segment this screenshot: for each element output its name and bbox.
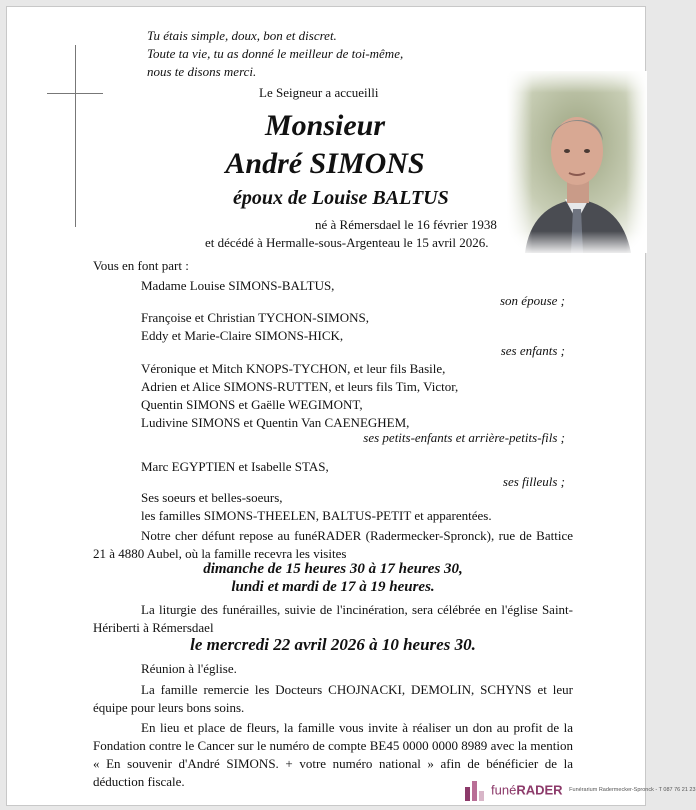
birth-line: né à Rémersdael le 16 février 1938 xyxy=(315,217,497,232)
spouse-line: époux de Louise BALTUS xyxy=(233,187,449,209)
poem xyxy=(147,27,403,81)
siblings-line: Ses soeurs et belles-soeurs, xyxy=(141,490,283,505)
grandchildren-line: Quentin SIMONS et Gaëlle WEGIMONT, xyxy=(141,397,363,412)
children-line: Eddy et Marie-Claire SIMONS-HICK, xyxy=(141,328,344,343)
deceased-photo xyxy=(507,71,647,253)
grandchildren-line: Véronique et Mitch KNOPS-TYCHON, et leur fils Basile, xyxy=(141,361,446,376)
siblings-line: les familles SIMONS-THEELEN, BALTUS-PETIT et apparentées. xyxy=(141,508,492,523)
announce-line: Vous en font part : xyxy=(93,258,189,273)
grandchildren-line: Adrien et Alice SIMONS-RUTTEN, et leurs fils Tim, Victor, xyxy=(141,379,459,394)
children-line: Françoise et Christian TYCHON-SIMONS, xyxy=(141,310,369,325)
liturgy-date: le mercredi 22 avril 2026 à 10 heures 30. xyxy=(190,635,476,654)
deceased-name: André SIMONS xyxy=(225,147,425,180)
footer-branding xyxy=(463,779,696,803)
logo-icon xyxy=(463,779,487,801)
grandchildren-role: ses petits-enfants et arrière-petits-fils ; xyxy=(363,430,565,445)
brand-name: RADER xyxy=(516,782,563,798)
cross-vertical xyxy=(75,45,76,227)
poem-line: nous te disons merci. xyxy=(147,64,257,79)
brand-prefix: funé xyxy=(491,782,517,798)
godchildren-line: Marc EGYPTIEN et Isabelle STAS, xyxy=(141,459,329,474)
cross-horizontal xyxy=(47,93,103,94)
death-line: et décédé à Hermalle-sous-Argenteau le 15 avril 2026. xyxy=(205,235,489,250)
intro-line: Le Seigneur a accueilli xyxy=(259,85,379,100)
wife-role: son épouse ; xyxy=(500,293,565,308)
footer-info: Funérarium Radermecker-Spronck - T 087 76 21 23 xyxy=(569,787,696,793)
visit-time: dimanche de 15 heures 30 à 17 heures 30, xyxy=(203,561,463,577)
wife-line: Madame Louise SIMONS-BALTUS, xyxy=(141,278,335,293)
visit-time: lundi et mardi de 17 à 19 heures. xyxy=(231,579,435,595)
grandchildren-line: Ludivine SIMONS et Quentin Van CAENEGHEM, xyxy=(141,415,410,430)
liturgy-paragraph: La liturgie des funérailles, suivie de l'incinération, sera célébrée en l'église Saint-Hériberti à Rémersdael xyxy=(93,602,573,635)
godchildren-role: ses filleuls ; xyxy=(502,474,565,489)
children-role: ses enfants ; xyxy=(500,343,565,358)
poem-line: Tu étais simple, doux, bon et discret. xyxy=(147,28,337,43)
poem-line: Toute ta vie, tu as donné le meilleur de toi-même, xyxy=(147,46,404,61)
title: Monsieur xyxy=(264,109,386,142)
donation-paragraph: En lieu et place de fleurs, la famille vous invite à réaliser un don au profit de la Fondation contre le Cancer sur le numéro de compte BE45 0000 0000 8989 avec la mention « En souvenir d'André SIMONS. + votre numéro national » afin de bénéficier de la déduction fiscale. xyxy=(93,720,573,789)
visit-paragraph: Notre cher défunt repose au funéRADER (Radermecker-Spronck), rue de Battice 21 à 4880 Aubel, où la famille recevra les visites xyxy=(93,528,573,561)
obituary-page xyxy=(6,6,696,806)
meeting-line: Réunion à l'église. xyxy=(141,661,237,676)
thanks-paragraph: La famille remercie les Docteurs CHOJNACKI, DEMOLIN, SCHYNS et leur équipe pour leurs bons soins. xyxy=(93,682,573,715)
